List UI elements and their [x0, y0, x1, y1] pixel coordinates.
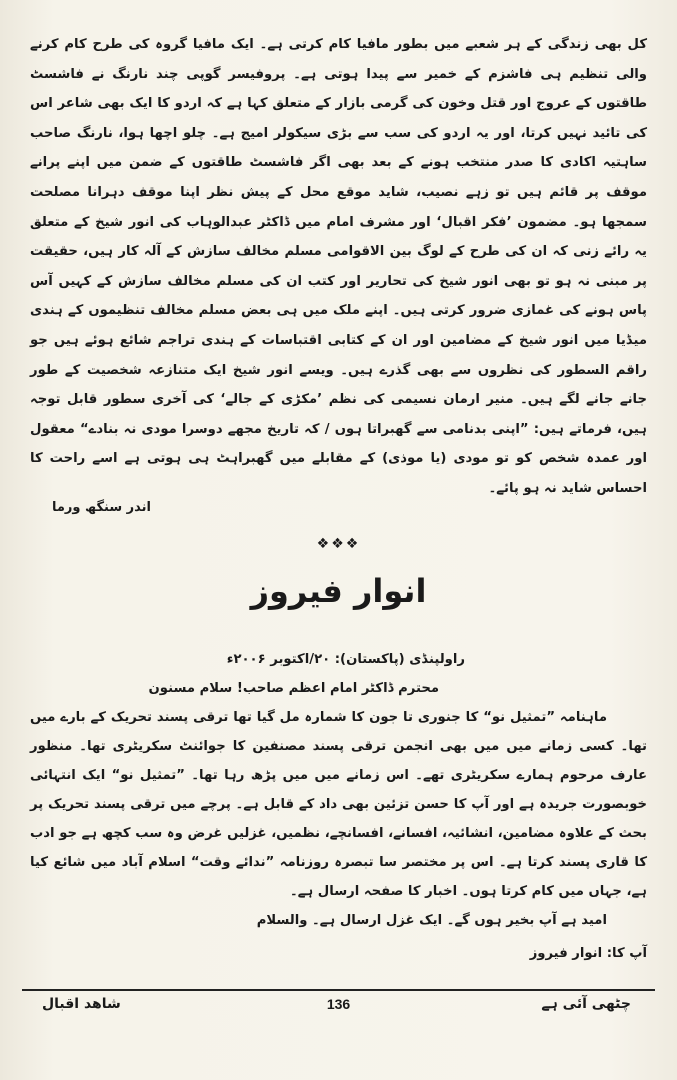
footer-section-title: چٹھی آئی ہے [541, 996, 631, 1012]
letter-paragraph: ماہنامہ ”تمثیل نو“ کا جنوری تا جون کا شمارہ مل گیا تھا ترقی پسند تحریک کے بارے میں تھا۔ کسی زمانے میں میں بھی انجمن ترقی پسند مصنفین کا جوائنٹ سکریٹری تھا۔ منظور عارف مرحوم ہمارے سکریٹری تھے۔ اس زمانے میں میں پڑھ رہا تھا۔ ”تمثیل نو“ ایک انتہائی خوبصورت جریدہ ہے اور آپ کا حسن تزئین بھی داد کے قابل ہے۔ پرچے میں ترقی پسند تحریک پر بحث کے علاوہ مضامین، انشائیہ، افسانے، افسانچے، نظمیں، غزلیں غرض وہ سب کچھ ہے جو ادب کا قاری پسند کرتا ہے۔ اس پر مختصر سا تبصرہ روزنامہ ”ندائے وقت“ اسلام آباد میں شائع کیا ہے، جہاں میں کام کرتا ہوں۔ اخبار کا صفحہ ارسال ہے۔ [30, 710, 647, 899]
letter-body [30, 645, 647, 968]
footer-divider [22, 989, 655, 991]
article-paragraph: کل بھی زندگی کے ہر شعبے میں بطور مافیا کام کرتی ہے۔ ایک مافیا گروہ کی طرح کام کرنے والی تنظیم ہی فاشزم کے خمیر سے پیدا ہوتی ہے۔ پروفیسر گوپی چند نارنگ نے فاشسٹ طاقتوں کے عروج اور قتل وخون کی گرمی بازار کے متعلق کہا ہے کہ اردو کا ایک بھی شاعر اس کی تائید نہیں کرتا، اور یہ اردو کی سب سے بڑی سیکولر امیج ہے۔ چلو اچھا ہوا، نارنگ صاحب ساہتیہ اکادی کا صدر منتخب ہونے کے بعد بھی اگر فاشسٹ طاقتوں کے ضمن میں اپنے پرانے موقف پر قائم ہیں تو زہے نصیب، شاید موقع محل کے پیش نظر اپنا موقف دہرانا مصلحت سمجھا ہو۔ مضمون ’فکر اقبال‘ اور مشرف امام میں ڈاکٹر عبدالوہاب کی انور شیخ کے متعلق یہ رائے زنی کہ ان کی طرح کے لوگ بین الاقوامی مسلم مخالف سازش کے آلہ کار ہیں، حقیقت پر مبنی نہ ہو تو بھی انور شیخ کی تحاریر اور کتب ان کی مسلم مخالف سازش کے کہیں آس پاس ہونے کی غمازی ضرور کرتی ہیں۔ اپنے ملک میں ہی بعض مسلم مخالف تنظیموں کے ہندی میڈیا میں انور شیخ کے مضامین اور ان کے کتابی اقتباسات کے ہندی تراجم شائع ہوئے ہیں جو راقم السطور کی نظروں سے بھی گذرے ہیں۔ ویسے انور شیخ ایک متنازعہ شخصیت کے طور جانے جانے لگے ہیں۔ منیر ارمان نسیمی کی نظم ’مکڑی کے جالے‘ کی آخری سطور قابل توجہ ہیں، فرماتے ہیں: ”اپنی بدنامی سے گھبراتا ہوں / کہ تاریخ مجھے دوسرا مودی نہ بنادے“ معقول اور عمدہ شخص کو تو مودی (یا موذی) کے مقابلے میں گھبراہٹ ہی ہوتی ہے اسے راحت کا احساس شاید نہ ہو پائے۔ [30, 37, 648, 496]
section-separator: ❖❖❖ [316, 536, 361, 552]
letter-sign-off: آپ کا: انوار فیروز [529, 946, 647, 961]
article-body [30, 30, 647, 504]
page-number: 136 [326, 996, 351, 1012]
article-author: اندر سنگھ ورما [52, 500, 151, 515]
footer-author: شاهد اقبال [42, 996, 121, 1012]
letter-heading: انوار فیروز [250, 572, 427, 610]
letter-salutation: محترم ڈاکٹر امام اعظم صاحب! سلام مسنون [148, 681, 439, 696]
letter-place-date: راولپنڈی (پاکستان): ۲۰/اکتوبر ۲۰۰۶ء [226, 652, 465, 667]
page-footer [22, 996, 655, 1024]
letter-closing: امید ہے آپ بخیر ہوں گے۔ ایک غزل ارسال ہے۔ والسلام [256, 913, 607, 928]
